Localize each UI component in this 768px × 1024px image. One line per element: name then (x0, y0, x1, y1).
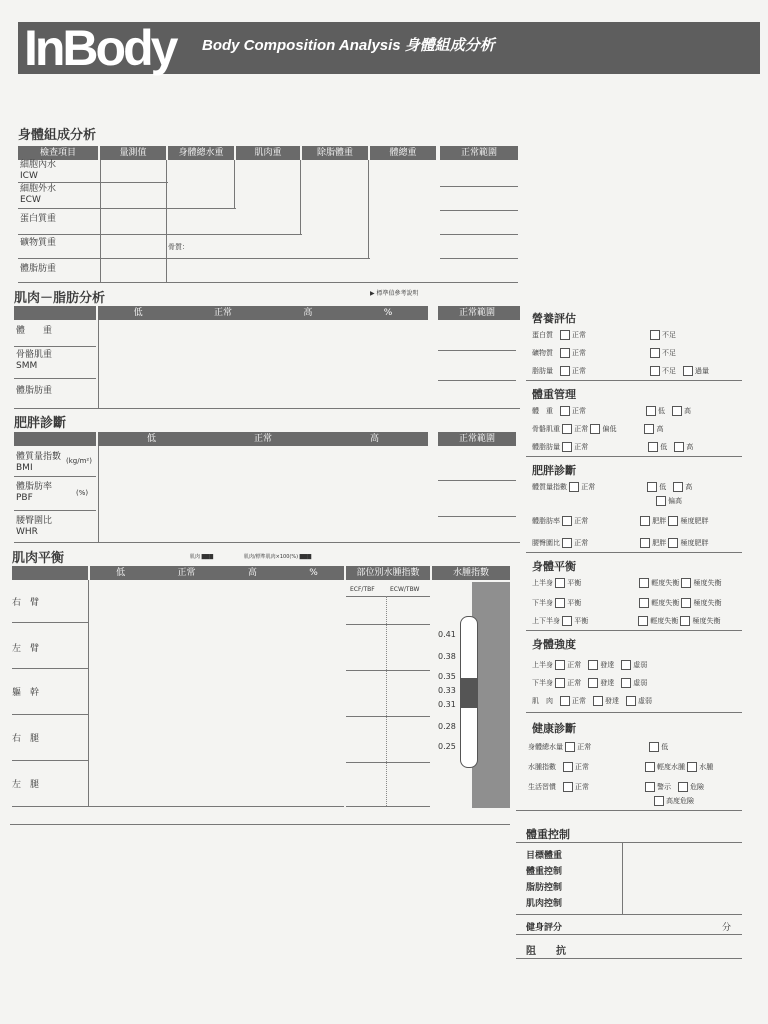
fitness-score-unit: 分 (722, 923, 732, 933)
segment-col-ecw: ECW/TBW (390, 586, 420, 593)
obesity-col-low: 低 (146, 434, 156, 444)
segment-edema-table (346, 566, 430, 810)
nutrition-row-mineral[interactable]: 礦物質 正常 不足 (532, 349, 676, 357)
balance-col-low: 低 (116, 568, 126, 578)
balance-row-trunk: 軀 幹 (12, 688, 40, 698)
bca-col-weight: 體總重 (370, 146, 436, 160)
balance-row-right-arm: 右 臂 (12, 598, 40, 608)
mfa-row-fat: 體脂肪重 (16, 386, 53, 396)
obesity-col-range: 正常範圍 (438, 432, 516, 446)
bca-col-item: 檢查項目 (18, 146, 98, 160)
right-panel (526, 306, 746, 966)
health-title: 健康診斷 (532, 722, 576, 735)
weight-title: 體重管理 (532, 388, 576, 401)
bca-row-icw: 細胞內水 ICW (20, 160, 57, 181)
mfa-col-low: 低 (133, 308, 143, 318)
health-tbw[interactable]: 身體總水量 正常 低 (528, 743, 669, 751)
obesity-title: 肥胖診斷 (14, 416, 67, 431)
right-obesity-row-whr[interactable]: 腰臀圍比 正常 肥胖 極度肥胖 (532, 539, 709, 547)
mfa-col-normal: 正常 (214, 308, 233, 318)
balance-row-left-arm: 左 臂 (12, 644, 40, 654)
bca-row-mineral: 礦物質重 (20, 238, 57, 248)
obesity-pbf-unit: (%) (76, 489, 89, 497)
edema-tick-028: 0.28 (438, 722, 456, 731)
nutrition-title: 營養評估 (532, 312, 576, 325)
obesity-row-pbf: 體脂肪率 PBF (16, 482, 53, 503)
control-title: 體重控制 (526, 828, 570, 841)
body-balance-title: 身體平衡 (532, 560, 576, 573)
strength-title: 身體強度 (532, 638, 576, 651)
bca-col-ffm: 除脂體重 (302, 146, 368, 160)
bca-col-muscle: 肌肉重 (236, 146, 300, 160)
balance-col-normal: 正常 (177, 568, 196, 578)
bca-col-value: 量測值 (100, 146, 166, 160)
edema-tick-041: 0.41 (438, 630, 456, 639)
nutrition-row-protein[interactable]: 蛋白質 正常 不足 (532, 331, 676, 339)
obesity-row-whr: 腰臀圍比 WHR (16, 516, 53, 537)
mfa-row-smm: 骨骼肌重 SMM (16, 350, 53, 371)
inbody-logo: InBody (24, 20, 176, 76)
control-fat: 脂肪控制 (526, 883, 563, 893)
impedance-label: 阻 抗 (526, 946, 566, 957)
bca-table (18, 146, 518, 286)
bca-col-range: 正常範圍 (440, 146, 518, 160)
edema-tick-033: 0.33 (438, 686, 456, 695)
edema-index-panel (432, 566, 512, 810)
obesity-row-bmi: 體質量指數 BMI (16, 452, 62, 473)
bca-title: 身體組成分析 (18, 128, 97, 143)
edema-tick-038: 0.38 (438, 652, 456, 661)
nutrition-row-fat[interactable]: 脂肪量 正常 不足 過量 (532, 367, 709, 375)
mfa-col-pct: % (383, 308, 393, 318)
bca-bone-note: 骨質： (168, 243, 189, 251)
header-subtitle: Body Composition Analysis 身體組成分析 (202, 37, 495, 54)
balance-legend-ratio: 肌肉/標準肌肉×100(%) ▇▇▇ (244, 554, 312, 560)
weight-row-fat[interactable]: 體脂肪量 正常 低 高 (532, 443, 694, 451)
strength-upper[interactable]: 上半身 正常 發達 虛弱 (532, 661, 648, 669)
balance-row-right-leg: 右 腿 (12, 734, 40, 744)
fitness-score-label: 健身評分 (526, 923, 563, 933)
balance-legend-muscle: 肌肉 ▇▇▇ (190, 554, 214, 560)
segment-col-ecf: ECF/TBF (350, 586, 375, 593)
balance-title: 肌肉平衡 (12, 551, 65, 566)
mfa-title: 肌肉－脂肪分析 (14, 291, 106, 306)
balance-col-high: 高 (247, 568, 257, 578)
edema-index-title: 水腫指數 (432, 566, 510, 580)
balance-row-left-leg: 左 腿 (12, 780, 40, 790)
balance-col-pct: % (309, 568, 318, 578)
weight-row-smm[interactable]: 骨骼肌重 正常 偏低 高 (532, 425, 664, 433)
mfa-col-range: 正常範圍 (438, 306, 516, 320)
edema-tick-025: 0.25 (438, 742, 456, 751)
health-high-risk[interactable]: 高度危險 (654, 796, 694, 806)
obesity-bmi-unit: (kg/m²) (66, 457, 92, 465)
mfa-row-weight: 體 重 (16, 326, 53, 336)
strength-lower[interactable]: 下半身 正常 發達 虛弱 (532, 679, 648, 687)
balance-table (12, 566, 344, 810)
bca-row-ecw: 細胞外水 ECW (20, 184, 57, 205)
health-edema[interactable]: 水腫指數 正常 輕度水腫 水腫 (528, 763, 714, 771)
health-lifestyle[interactable]: 生活習慣 正常 警示 危險 (528, 783, 704, 791)
obesity-table (14, 432, 520, 544)
control-muscle: 肌肉控制 (526, 899, 563, 909)
right-obesity-title: 肥胖診斷 (532, 464, 576, 477)
edema-normal-band (461, 678, 477, 708)
body-balance-upper[interactable]: 上半身 平衡 輕度失衡 極度失衡 (532, 579, 722, 587)
right-obesity-row-bmi[interactable]: 體質量指數 正常 低 高 (532, 483, 693, 491)
edema-tick-035: 0.35 (438, 672, 456, 681)
bca-row-fat: 體脂肪重 (20, 264, 57, 274)
mfa-col-high: 高 (303, 308, 313, 318)
obesity-col-high: 高 (369, 434, 379, 444)
bca-col-tbw: 身體總水重 (168, 146, 234, 160)
control-weight: 體重控制 (526, 867, 563, 877)
strength-muscle[interactable]: 肌 肉 正常 發達 虛弱 (532, 697, 652, 705)
body-balance-upper-lower[interactable]: 上下半身 平衡 輕度失衡 極度失衡 (532, 617, 721, 625)
weight-row-weight[interactable]: 體 重 正常 低 高 (532, 407, 691, 415)
right-obesity-row-pbf[interactable]: 體脂肪率 正常 肥胖 極度肥胖 (532, 517, 709, 525)
mfa-table (14, 306, 520, 412)
body-balance-lower[interactable]: 下半身 平衡 輕度失衡 極度失衡 (532, 599, 722, 607)
control-target: 目標體重 (526, 851, 563, 861)
mfa-reference-link[interactable]: ▶ 標準值參考說明 (370, 290, 419, 297)
segment-edema-title: 部位別水腫指數 (346, 566, 430, 580)
bca-row-protein: 蛋白質重 (20, 214, 57, 224)
obesity-col-normal: 正常 (253, 434, 272, 444)
right-obesity-high[interactable]: 偏高 (656, 496, 682, 506)
edema-tick-031: 0.31 (438, 700, 456, 709)
